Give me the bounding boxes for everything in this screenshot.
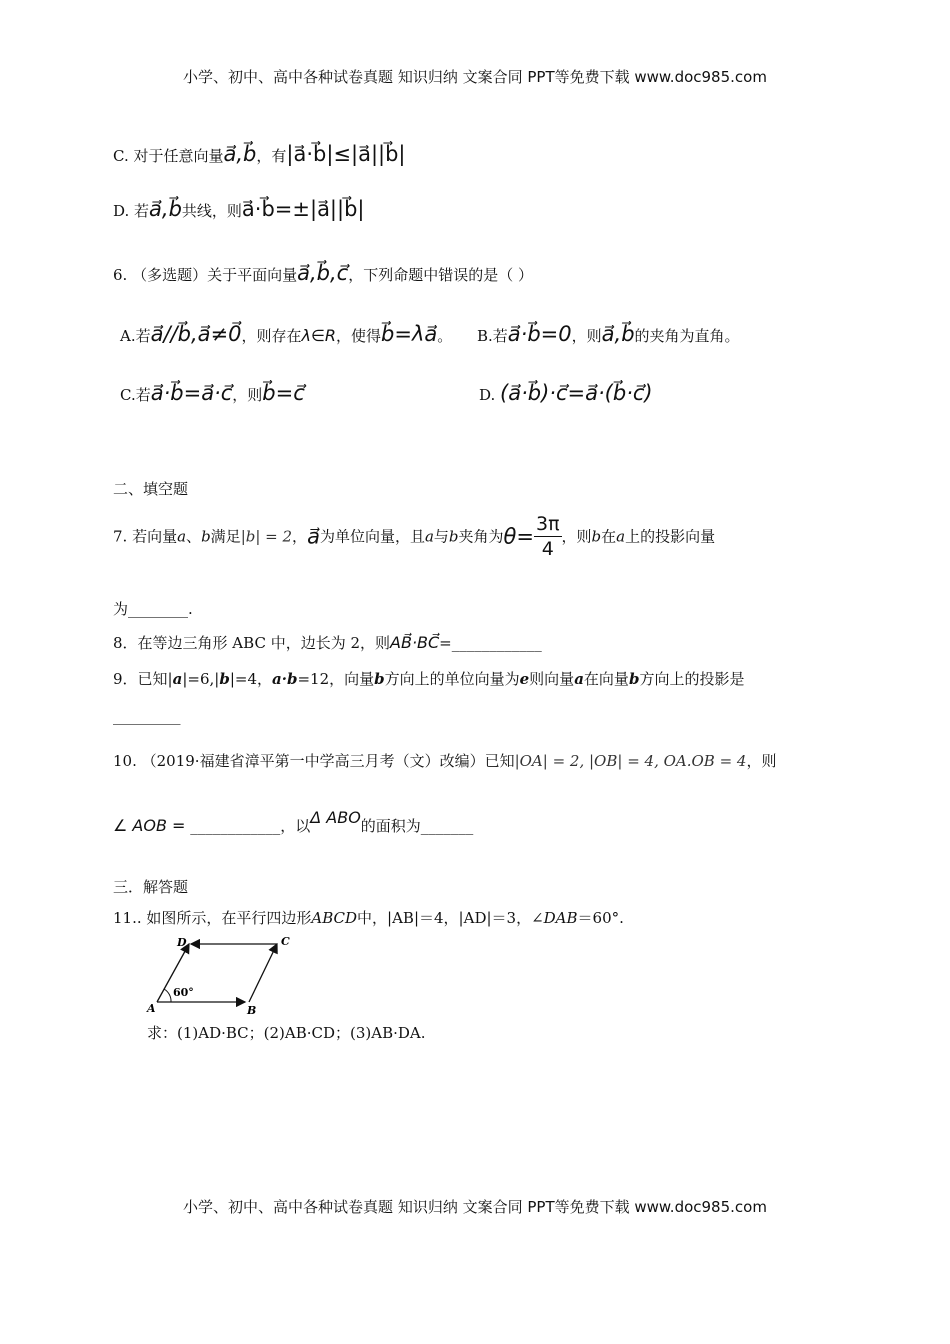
q7-t1: 满足 (210, 527, 241, 546)
q9-t7: 在向量 (583, 670, 629, 688)
q11-t2: ＝60°. (577, 909, 624, 927)
q7-denominator: 4 (541, 538, 554, 560)
q6-option-d (479, 381, 653, 405)
q6-a-label: A.若 (120, 327, 151, 345)
q10-blank2: _______ (420, 817, 474, 835)
q8 (113, 632, 542, 653)
q6-d-expression: (a⃗·b⃗)·c⃗=a⃗·(b⃗·c⃗) (500, 381, 653, 405)
q9-t8: 方向上的投影是 (639, 670, 745, 688)
q6-stem-vectors: a⃗,b⃗,c⃗ (297, 261, 349, 285)
q6-a-mid2: ，使得 (336, 327, 382, 345)
q7-vec-a: a⃗ (307, 524, 320, 549)
q11-dab: DAB (543, 909, 578, 927)
q9-b2: b (374, 670, 385, 688)
q5-d-expression: a⃗·b⃗=±|a⃗||b⃗| (241, 197, 365, 221)
q7-fraction (534, 512, 562, 561)
q5-c-vectors: a⃗,b⃗ (223, 142, 257, 166)
q5-option-d (113, 197, 365, 221)
q6-stem-pre: 6. （多选题）关于平面向量 (113, 266, 298, 284)
vector-bc (249, 944, 277, 1002)
q9-t4: =12，向量 (297, 670, 375, 688)
q9-a2: a (574, 670, 584, 688)
q10-post: ，则 (746, 752, 777, 770)
q5-c-label: C. 对于任意向量 (113, 147, 224, 165)
q6-d-label: D. (479, 386, 496, 404)
q7-theta: θ= (503, 524, 534, 549)
section-fill-in-title: 二、填空题 (113, 480, 189, 498)
q6-b-label: B.若 (477, 327, 508, 345)
q8-pre: 8．在等边三角形 ABC 中，边长为 2，则 (113, 634, 391, 652)
q6-a-expression: a⃗//b⃗,a⃗≠0⃗ (150, 322, 242, 346)
vertex-a-label: A (147, 1002, 156, 1015)
q6-b-vectors: a⃗,b⃗ (601, 322, 635, 346)
q7-line1 (113, 512, 715, 561)
parallelogram-figure (145, 930, 305, 1015)
q6-b-end: 的夹角为直角。 (634, 327, 740, 345)
q6-stem-post: ，下列命题中错误的是（ ） (348, 266, 533, 284)
q7-t8: 上的投影向量 (625, 527, 716, 546)
q7-t5: 夹角为 (458, 527, 504, 546)
q6-a-end: 。 (437, 327, 453, 345)
q9-line1 (113, 668, 744, 689)
q7-var-b: b (201, 527, 211, 546)
q9-t3: |=4， (229, 670, 273, 688)
q11-ask: 求：(1)AD·BC；(2)AB·CD；(3)AB·DA. (147, 1024, 426, 1042)
q9-line2: _________ (113, 707, 181, 725)
q11-abcd: ABCD (311, 909, 358, 927)
q6-option-c (120, 381, 305, 405)
q7-t7: 在 (601, 527, 617, 546)
q11-t1: 中，|AB|＝4，|AD|＝3，∠ (357, 909, 544, 927)
q10-pre: 10. （2019·福建省漳平第一中学高三月考（文）改编）已知 (113, 752, 515, 770)
q6-a-mid: ，则存在 (241, 327, 302, 345)
q5-c-mid: ，有 (256, 147, 287, 165)
q7-condition: |b| = 2 (240, 527, 293, 546)
q8-post: =____________ (439, 634, 542, 652)
q5-c-expression: |a⃗·b⃗|≤|a⃗||b⃗| (286, 142, 406, 166)
q7-var-a2: a (424, 527, 434, 546)
q6-c-expression2: b⃗=c⃗ (262, 381, 305, 405)
q9-a: a (172, 670, 183, 688)
q7-var-a3: a (616, 527, 626, 546)
q5-d-vectors: a⃗,b⃗ (149, 197, 182, 221)
q9-t5: 方向上的单位向量为 (384, 670, 520, 688)
vertex-b-label: B (247, 1004, 257, 1015)
q9-ab: a·b (272, 670, 298, 688)
q6-option-b (477, 322, 740, 346)
page-footer: 小学、初中、高中各种试卷真题 知识归纳 文案合同 PPT等免费下载 www.doc985.com (183, 1198, 767, 1216)
q7-t6: ，则 (561, 527, 592, 546)
q11-pre: 11.. 如图所示，在平行四边形 (113, 909, 312, 927)
q6-b-mid: ，则 (571, 327, 602, 345)
q10-condition: |OA| = 2, |OB| = 4, OA.OB = 4 (514, 752, 747, 770)
q7-var-b3: b (591, 527, 602, 546)
q7-line2: 为________. (113, 600, 193, 618)
q9-t2: |=6,| (182, 670, 220, 688)
q10-triangle: Δ ABO (310, 808, 361, 827)
q7-t4: 与 (433, 527, 449, 546)
q7-var-a: a (177, 527, 187, 546)
angle-arc (164, 989, 171, 1002)
q11-stem (113, 907, 624, 928)
q9-e: e (519, 670, 530, 688)
q9-b: b (219, 670, 230, 688)
q10-blank1: ____________ (190, 817, 281, 835)
q10-t1: ，以 (280, 817, 311, 835)
q10-line2 (113, 808, 474, 836)
q6-a-expression2: b⃗=λa⃗ (381, 322, 438, 346)
q8-expression: AB⃗·BC⃗ (390, 633, 440, 652)
q10-line1 (113, 750, 777, 771)
q6-c-label: C.若 (120, 386, 151, 404)
section-answer-title: 三．解答题 (113, 878, 189, 896)
q7-numerator: 3π (536, 513, 560, 535)
q9-t6: 则向量 (529, 670, 575, 688)
q7-var-b2: b (448, 527, 459, 546)
q7-t2: ， (292, 527, 308, 546)
vertex-d-label: D (177, 936, 187, 949)
page-header: 小学、初中、高中各种试卷真题 知识归纳 文案合同 PPT等免费下载 www.doc985.com (183, 68, 767, 86)
q7-t3: 为单位向量，且 (319, 527, 425, 546)
q7-sep: 、 (186, 527, 202, 546)
q5-d-mid: 共线，则 (181, 202, 242, 220)
q7-pre: 7. 若向量 (113, 527, 178, 546)
q10-angle: ∠ AOB = (113, 816, 186, 835)
q6-option-a (120, 322, 452, 346)
q6-c-mid: ，则 (232, 386, 263, 404)
q5-d-label: D. 若 (113, 202, 150, 220)
q6-c-expression: a⃗·b⃗=a⃗·c⃗ (150, 381, 233, 405)
q9-t1: 9．已知| (113, 670, 173, 688)
q9-b3: b (628, 670, 640, 688)
q5-option-c (113, 142, 406, 166)
q6-stem (113, 261, 533, 285)
q10-t2: 的面积为 (360, 817, 421, 835)
q6-a-lambda: λ∈R (301, 326, 337, 345)
vertex-c-label: C (281, 935, 290, 948)
q6-b-expression: a⃗·b⃗=0 (507, 322, 572, 346)
angle-label: 60° (173, 986, 194, 999)
